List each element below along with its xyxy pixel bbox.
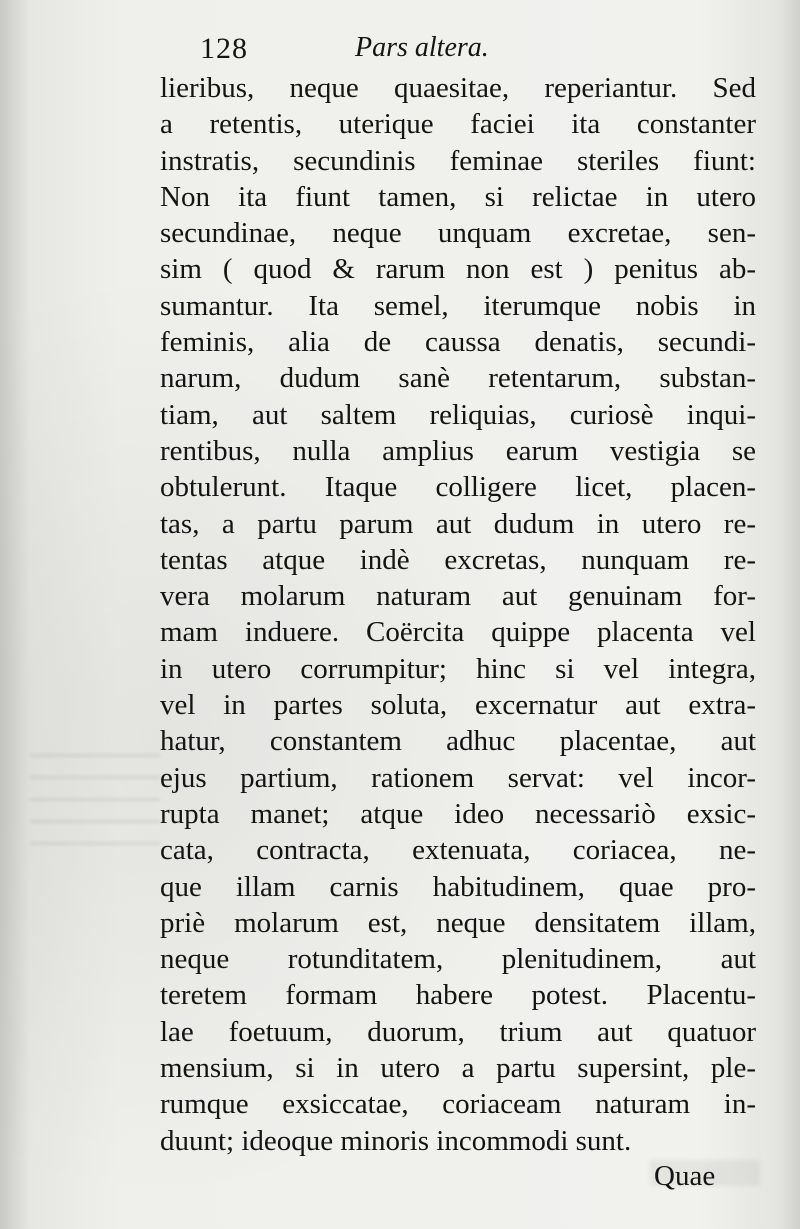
text-line: rupta manet; atque ideo necessariò exsic- — [160, 797, 756, 830]
text-line: tas, a partu parum aut dudum in utero re- — [160, 507, 756, 540]
text-line: sim ( quod & rarum non est ) penitus ab- — [160, 253, 756, 286]
running-head: Pars altera. — [355, 32, 489, 63]
text-line: mensium, si in utero a partu supersint, ple- — [160, 1052, 756, 1085]
text-line: sumantur. Ita semel, iterumque nobis in — [160, 289, 756, 322]
text-line: secundinae, neque unquam excretae, sen- — [160, 217, 756, 250]
text-line: narum, dudum sanè retentarum, substan- — [160, 362, 756, 395]
text-line: lieribus, neque quaesitae, reperiantur. Sed — [160, 72, 756, 104]
text-line: ejus partium, rationem servat: vel incor- — [160, 761, 756, 794]
text-line: obtulerunt. Itaque colligere licet, placen- — [160, 471, 756, 504]
text-line: in utero corrumpitur; hinc si vel integra, — [160, 652, 756, 685]
text-line: hatur, constantem adhuc placentae, aut — [160, 725, 756, 758]
page-header — [200, 30, 760, 70]
text-line: neque rotunditatem, plenitudinem, aut — [160, 943, 756, 976]
text-line: cata, contracta, extenuata, coriacea, ne- — [160, 834, 756, 867]
text-line: lae foetuum, duorum, trium aut quatuor — [160, 1015, 756, 1048]
text-line: priè molarum est, neque densitatem illam, — [160, 906, 756, 939]
body-text — [160, 70, 756, 1159]
text-line: tentas atque indè excretas, nunquam re- — [160, 543, 756, 576]
text-line: teretem formam habere potest. Placentu- — [160, 979, 756, 1012]
text-line: rumque exsiccatae, coriaceam naturam in- — [160, 1088, 756, 1121]
text-line: Non ita fiunt tamen, si relictae in utero — [160, 180, 756, 213]
text-line: feminis, alia de caussa denatis, secundi- — [160, 326, 756, 359]
text-line: que illam carnis habitudinem, quae pro- — [160, 870, 756, 903]
page-number: 128 — [200, 32, 248, 65]
text-line: mam induere. Coërcita quippe placenta vel — [160, 616, 756, 649]
text-line: a retentis, uterique faciei ita constanter — [160, 108, 756, 141]
text-line: duunt; ideoque minoris incommodi sunt. — [160, 1124, 632, 1157]
text-line: tiam, aut saltem reliquias, curiosè inqui- — [160, 398, 756, 431]
catchword: Quae — [654, 1160, 716, 1192]
text-line: vera molarum naturam aut genuinam for- — [160, 580, 756, 613]
text-line: vel in partes soluta, excernatur aut extra- — [160, 689, 756, 722]
text-line: rentibus, nulla amplius earum vestigia se — [160, 434, 756, 467]
text-line: instratis, secundinis feminae steriles fiunt: — [160, 144, 756, 177]
show-through-marginal-note — [30, 735, 160, 845]
